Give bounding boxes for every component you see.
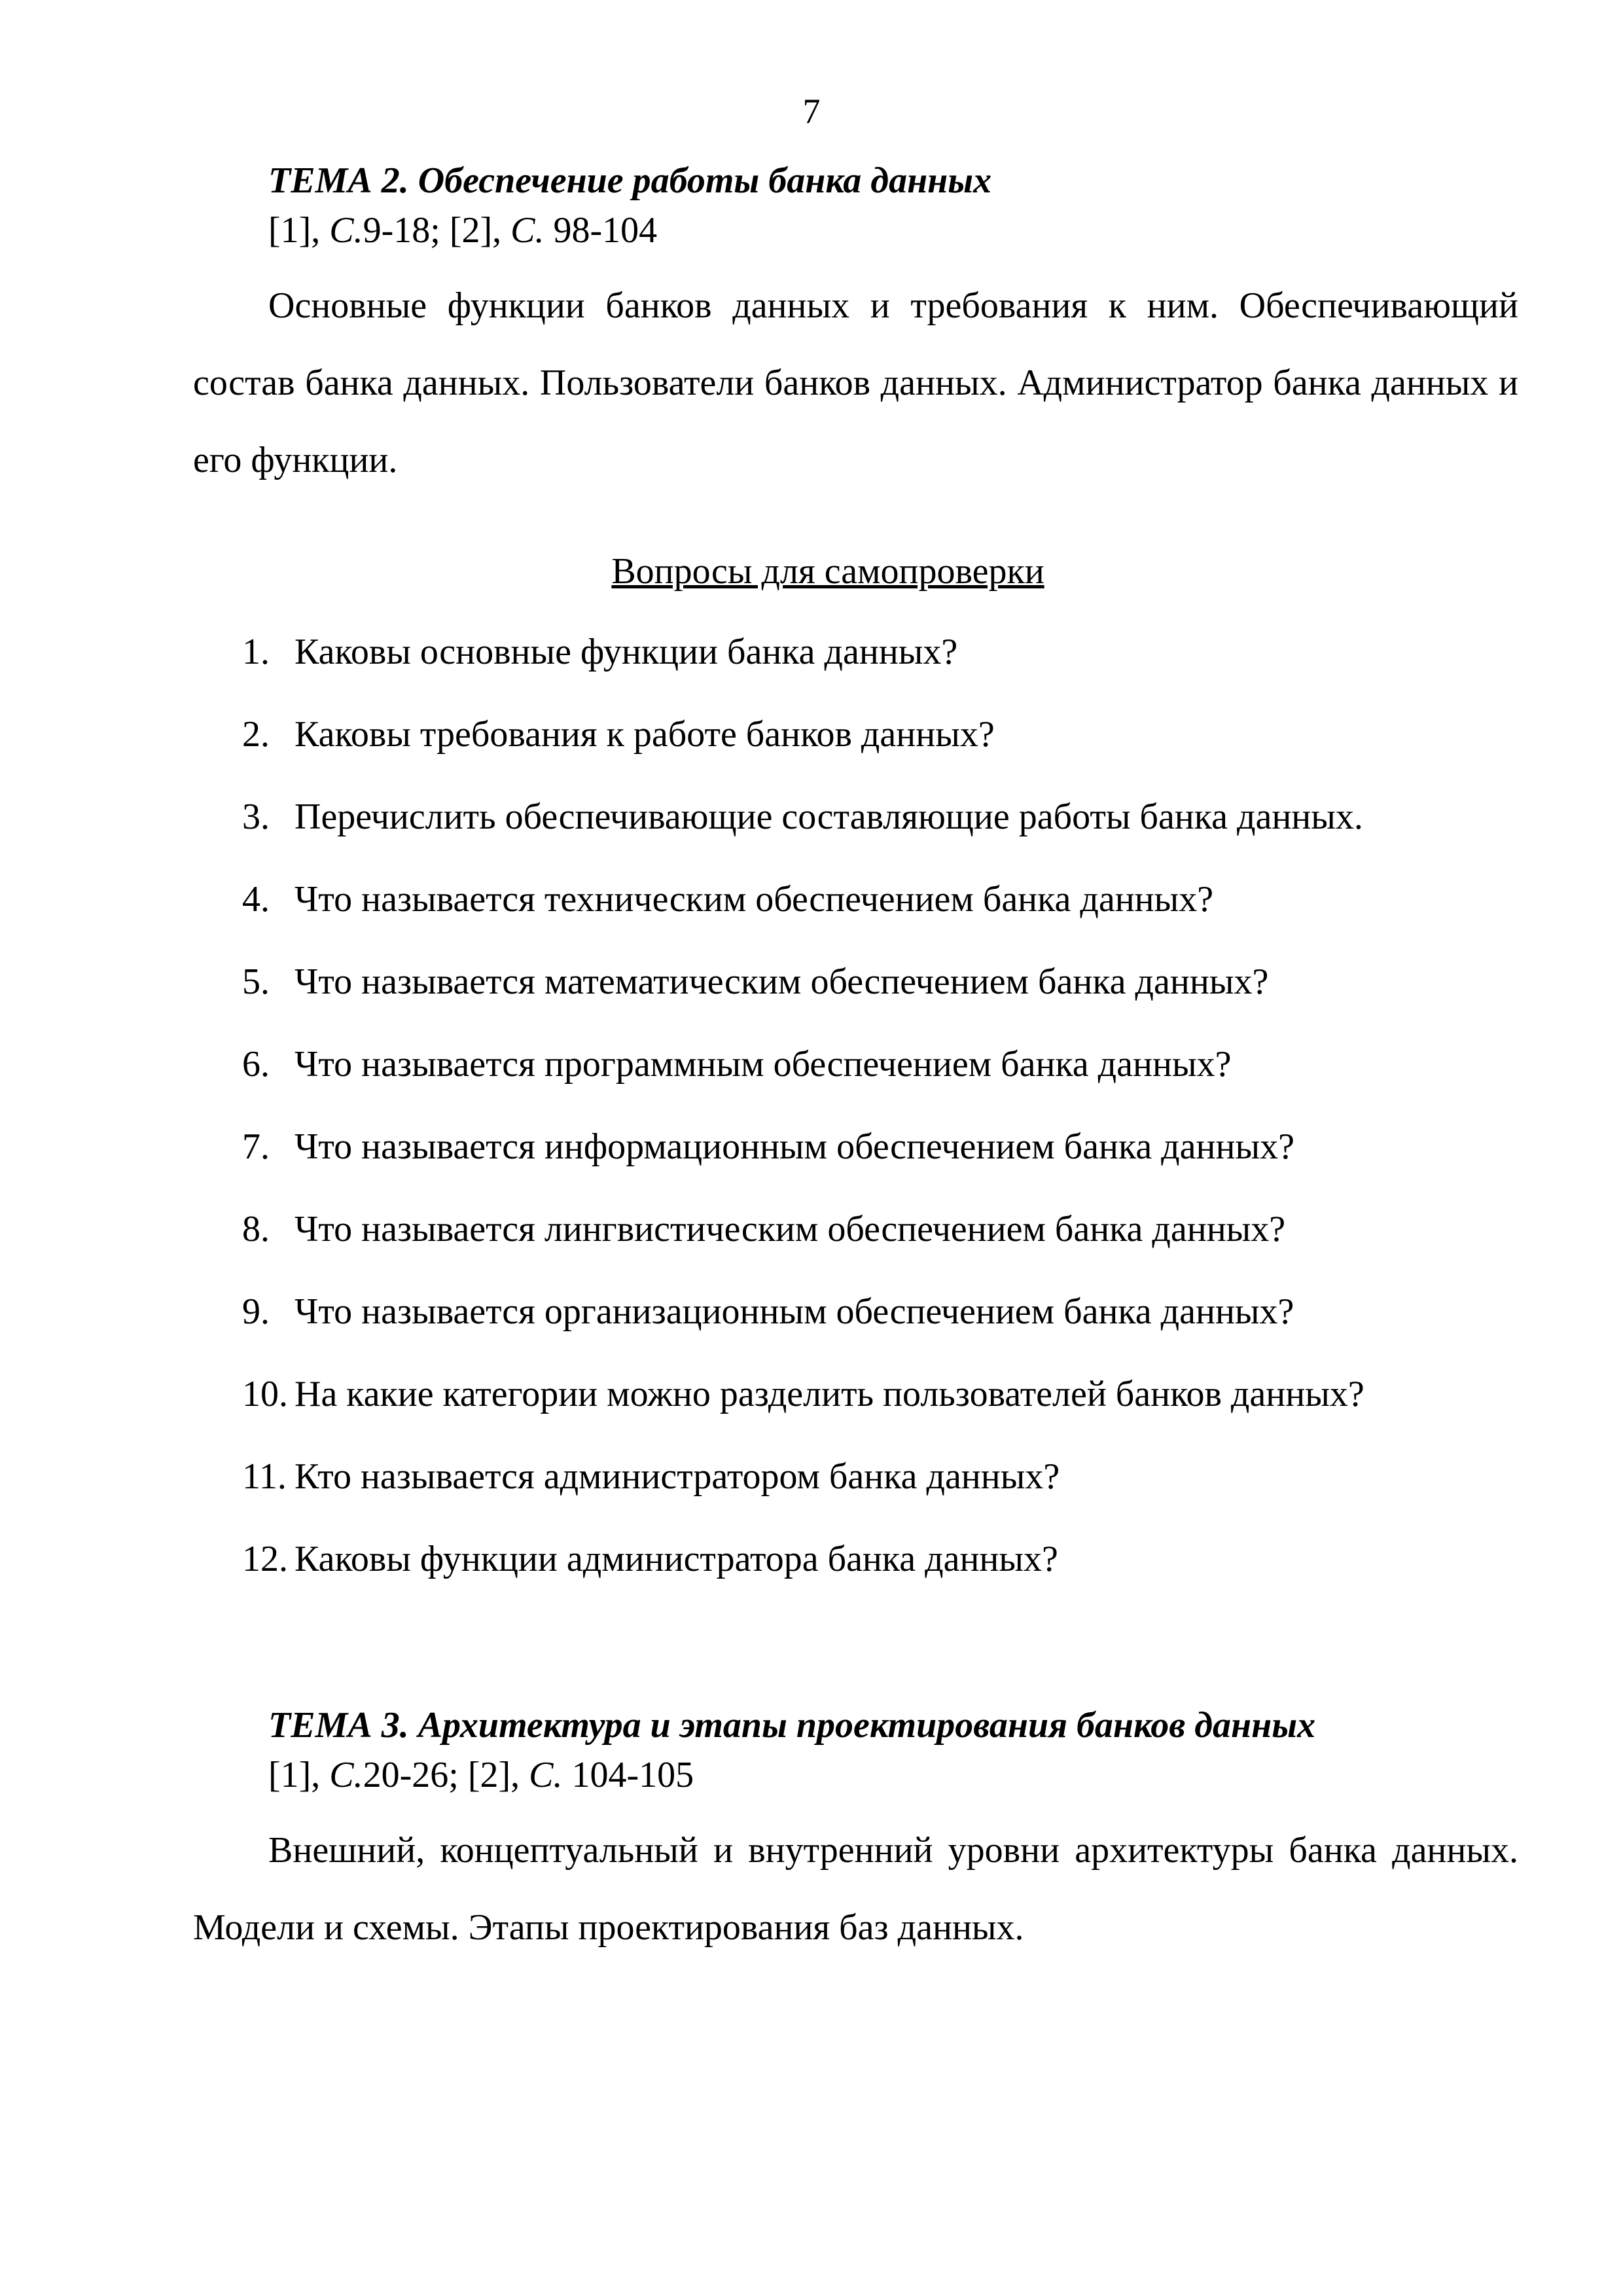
question-item <box>242 874 1518 957</box>
questions-list <box>242 627 1518 1617</box>
topic-3-section <box>193 1700 1518 2003</box>
question-text: Что называется лингвистическим обеспечением банка данных? <box>294 1209 1286 1249</box>
question-number: 11. <box>242 1456 287 1497</box>
topic-3-references <box>193 1750 1518 1800</box>
question-item <box>242 957 1518 1039</box>
ref-part: [1], <box>268 1755 330 1795</box>
ref-part: 98-104 <box>544 210 658 251</box>
ref-part: 9-18; [2], <box>363 210 511 251</box>
topic-2-references <box>193 206 1518 255</box>
question-text: Каковы функции администратора банка данных? <box>294 1539 1058 1579</box>
question-number: 10. <box>242 1374 288 1414</box>
topic-2-section <box>193 156 1518 535</box>
question-item <box>242 1369 1518 1452</box>
ref-page-abbrev: С. <box>329 1755 363 1795</box>
question-text: Что называется организационным обеспечением банка данных? <box>294 1291 1294 1332</box>
question-number: 5. <box>242 961 270 1002</box>
question-text: Что называется информационным обеспечением банка данных? <box>294 1126 1294 1167</box>
question-text: Перечислить обеспечивающие составляющие работы банка данных. <box>294 797 1363 837</box>
page-number: 7 <box>802 92 821 131</box>
question-number: 8. <box>242 1209 270 1249</box>
question-item <box>242 1534 1518 1617</box>
question-text: Что называется программным обеспечением банка данных? <box>294 1044 1232 1085</box>
question-item <box>242 1452 1518 1534</box>
question-item <box>242 709 1518 792</box>
ref-part: 104-105 <box>562 1755 694 1795</box>
ref-page-abbrev: С. <box>329 210 363 251</box>
question-item <box>242 1204 1518 1287</box>
question-number: 3. <box>242 797 270 837</box>
question-text: Что называется техническим обеспечением банка данных? <box>294 879 1214 920</box>
question-item <box>242 1287 1518 1369</box>
question-text: Что называется математическим обеспечением банка данных? <box>294 961 1269 1002</box>
questions-heading: Вопросы для самопроверки <box>611 551 1044 592</box>
question-number: 2. <box>242 714 270 755</box>
question-number: 4. <box>242 879 270 920</box>
question-item <box>242 1039 1518 1122</box>
question-text: Каковы требования к работе банков данных? <box>294 714 995 755</box>
question-number: 6. <box>242 1044 270 1085</box>
question-text: На какие категории можно разделить пользователей банков данных? <box>294 1374 1364 1414</box>
ref-page-abbrev: С. <box>529 1755 563 1795</box>
question-text: Каковы основные функции банка данных? <box>294 632 958 672</box>
question-item <box>242 792 1518 874</box>
question-number: 7. <box>242 1126 270 1167</box>
ref-part: 20-26; [2], <box>363 1755 529 1795</box>
question-number: 12. <box>242 1539 288 1579</box>
topic-3-title: ТЕМА 3. Архитектура и этапы проектирования банков данных <box>268 1705 1316 1746</box>
ref-part: [1], <box>268 210 330 251</box>
question-text: Кто называется администратором банка данных? <box>294 1456 1060 1497</box>
topic-3-body: Внешний, концептуальный и внутренний уровни архитектуры банка данных. Модели и схемы. Этапы проектирования баз данных. <box>193 1830 1518 1948</box>
topic-2-title: ТЕМА 2. Обеспечение работы банка данных <box>268 160 992 201</box>
topic-2-body: Основные функции банков данных и требования к ним. Обеспечивающий состав банка данных. Пользователи банков данных. Администратор банка данных и его функции. <box>193 285 1518 480</box>
question-item <box>242 1122 1518 1204</box>
question-item <box>242 627 1518 709</box>
question-number: 9. <box>242 1291 270 1332</box>
question-number: 1. <box>242 632 270 672</box>
ref-page-abbrev: С. <box>510 210 544 251</box>
